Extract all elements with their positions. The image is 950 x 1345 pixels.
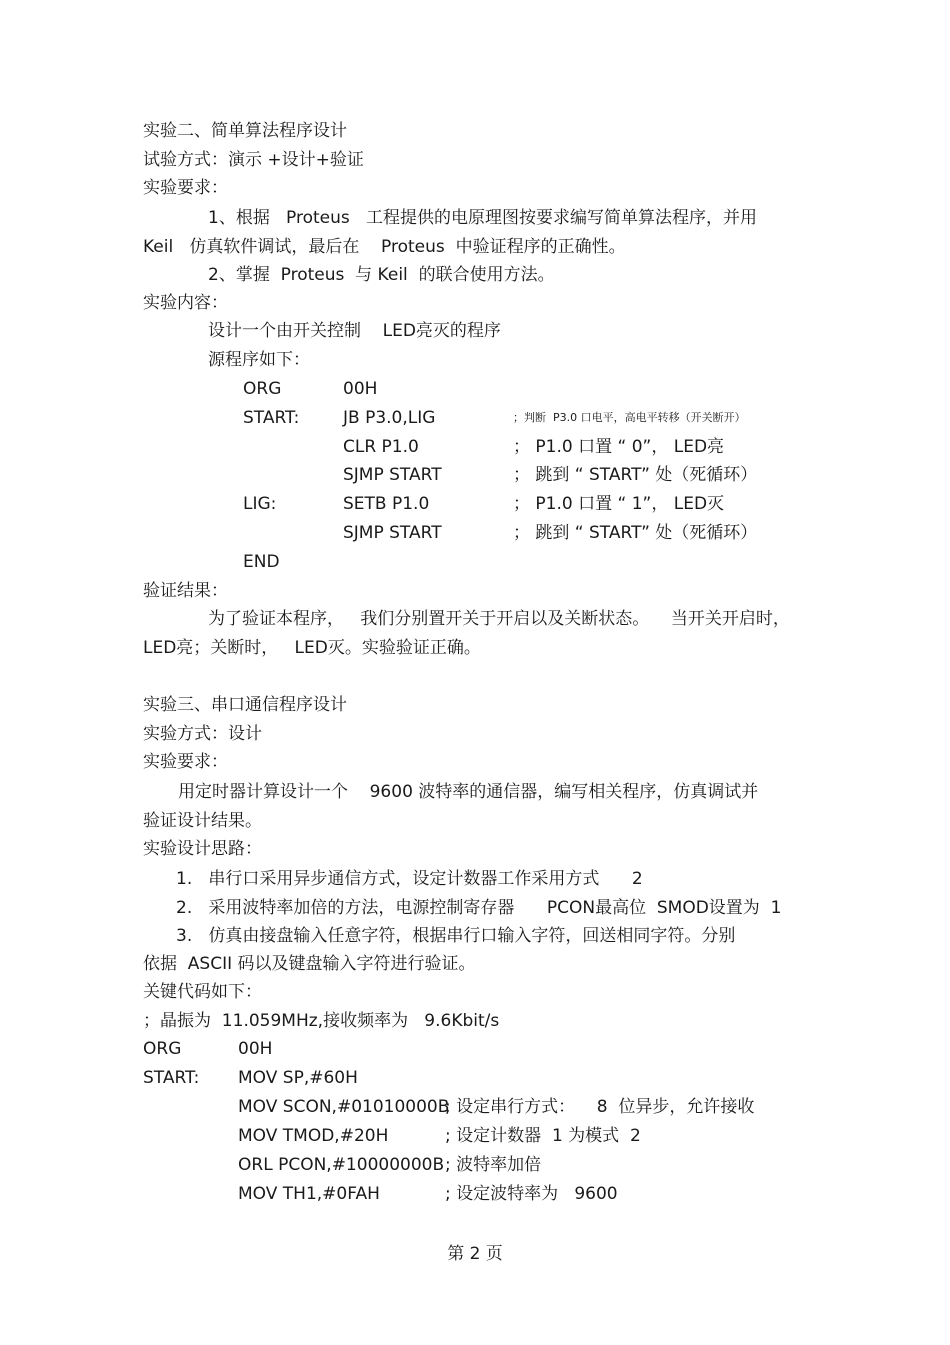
code-comment: ； 跳到 “ START” 处（死循环）: [513, 523, 758, 543]
code-comment: ；判断 P3.0 口电平，高电平转移（开关断开）: [513, 411, 746, 424]
exp3-idea-3: 3. 仿真由接盘输入任意字符，根据串行口输入字符，回送相同字符。分别: [176, 926, 736, 946]
page-number: 第 2 页: [447, 1244, 503, 1264]
exp3-requirement-cont: 验证设计结果。: [143, 811, 262, 831]
code-instr: MOV SCON,#01010000B: [238, 1097, 450, 1117]
code-instr: ORL PCON,#10000000B: [238, 1155, 445, 1175]
code-comment: ； 跳到 “ START” 处（死循环）: [513, 465, 758, 485]
exp3-code-comment: ；晶振为 11.059MHz,接收频率为 9.6Kbit/s: [143, 1011, 500, 1031]
exp3-method: 实验方式：设计: [143, 724, 262, 744]
code-instr: CLR P1.0: [343, 437, 419, 457]
exp2-result-cont: LED亮；关断时， LED灭。实验验证正确。: [143, 638, 481, 658]
exp3-idea-label: 实验设计思路：: [143, 839, 262, 859]
code-instr: SJMP START: [343, 523, 442, 543]
exp2-content-desc: 设计一个由开关控制 LED亮灭的程序: [208, 321, 501, 341]
code-instr: MOV TH1,#0FAH: [238, 1184, 380, 1204]
code-instr: JB P3.0,LIG: [343, 408, 436, 428]
exp2-content-label: 实验内容：: [143, 293, 228, 313]
code-comment: ； P1.0 口置 “ 0”， LED亮: [513, 437, 725, 457]
code-label: ORG: [243, 379, 282, 399]
code-instr: SJMP START: [343, 465, 442, 485]
exp3-idea-3-cont: 依据 ASCII 码以及键盘输入字符进行验证。: [143, 954, 476, 974]
code-label: START:: [143, 1068, 200, 1088]
code-label: ORG: [143, 1039, 182, 1059]
code-label: START:: [243, 408, 300, 428]
code-instr: MOV SP,#60H: [238, 1068, 358, 1088]
exp2-result: 为了验证本程序， 我们分别置开关于开启以及关断状态。 当开关开启时，: [208, 609, 790, 629]
exp3-requirement: 用定时器计算设计一个 9600 波特率的通信器，编写相关程序，仿真调试并: [178, 782, 759, 802]
code-comment: ; 设定计数器 1 为模式 2: [445, 1126, 641, 1146]
code-comment: ; 波特率加倍: [445, 1155, 542, 1175]
exp2-requirement-1: 1、根据 Proteus 工程提供的电原理图按要求编写简单算法程序，并用: [208, 208, 757, 228]
exp3-idea-1: 1. 串行口采用异步通信方式，设定计数器工作采用方式 2: [176, 869, 643, 889]
exp2-title: 实验二、简单算法程序设计: [143, 121, 347, 141]
code-instr: 00H: [343, 379, 378, 399]
code-comment: ; 设定串行方式： 8 位异步，允许接收: [445, 1097, 755, 1117]
code-comment: ； P1.0 口置 “ 1”， LED灭: [513, 494, 725, 514]
exp2-requirement-2: 2、掌握 Proteus 与 Keil 的联合使用方法。: [208, 265, 555, 285]
exp3-requirement-label: 实验要求：: [143, 752, 228, 772]
exp2-source-label: 源程序如下：: [208, 350, 310, 370]
code-label: END: [243, 552, 280, 572]
exp2-requirement-1-cont: Keil 仿真软件调试，最后在 Proteus 中验证程序的正确性。: [143, 237, 626, 257]
exp3-idea-2: 2. 采用波特率加倍的方法，电源控制寄存器 PCON最高位 SMOD设置为 1: [176, 898, 782, 918]
code-instr: SETB P1.0: [343, 494, 430, 514]
code-label: LIG:: [243, 494, 277, 514]
code-instr: MOV TMOD,#20H: [238, 1126, 389, 1146]
exp2-requirement-label: 实验要求：: [143, 178, 228, 198]
exp3-title: 实验三、串口通信程序设计: [143, 695, 347, 715]
exp2-result-label: 验证结果：: [143, 581, 228, 601]
exp3-code-label: 关键代码如下：: [143, 982, 262, 1002]
code-comment: ; 设定波特率为 9600: [445, 1184, 618, 1204]
code-instr: 00H: [238, 1039, 273, 1059]
exp2-method: 试验方式：演示 +设计+验证: [143, 150, 364, 170]
